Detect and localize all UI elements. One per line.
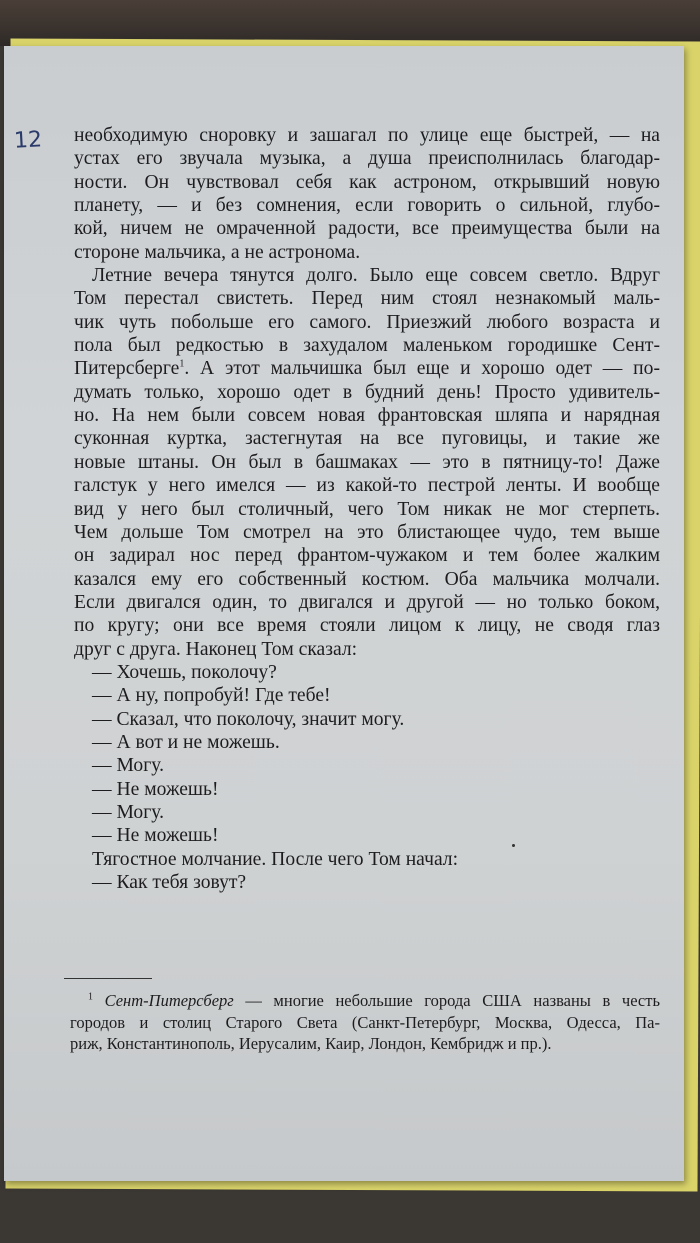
dialogue-line: — Сказал, что поколочу, значит могу. [92,708,405,730]
text-line: планету, — и без сомнения, если говорить о сильной, глубо- [74,195,660,217]
text-line: вид у него был столичный, чего Том никак не мог стерпеть. [74,498,660,520]
footnote-marker: 1 [179,358,185,370]
narration-line: Тягостное молчание. После чего Том начал: [92,848,459,870]
footnote-anchor-word: Питерсберге [74,358,180,380]
text-line: казался ему его собственный костюм. Оба мальчика молчали. [74,568,660,590]
text-line: галстук у него имелся — из какой-то пестрой ленты. И вообще [74,475,660,497]
text-line: но. На нем были совсем новая франтовская шляпа и нарядная [74,405,660,427]
paragraph-1 [74,124,660,264]
footnote-number: 1 [88,991,93,1003]
text-line: ности. Он чувствовал себя как астроном, открывший новую [74,171,660,193]
handwritten-page-number: 12 [13,127,43,154]
paragraph-2 [74,264,660,661]
text-line: кой, ничем не омраченной радости, все преимущества были на [74,218,660,240]
dialogue-line: — Не можешь! [92,825,219,847]
text-line: необходимую сноровку и зашагал по улице еще быстрей, — на [74,125,660,146]
text-span: — многие небольшие города США названы в честь [233,991,660,1010]
text-line: думать только, хорошо одет в будний день! Просто удивитель- [74,381,660,403]
footnote-divider [64,978,152,979]
text-line: суконная куртка, застегнутая на все пуговицы, и такие же [74,428,660,450]
dialogue-line: — Как тебя зовут? [92,872,247,893]
text-line: новые штаны. Он был в башмаках — это в пятницу-то! Даже [74,451,660,473]
text-line: стороне мальчика, а не астронома. [74,241,361,263]
text-line: он задирал нос перед франтом-чужаком и тем более жалким [74,545,660,567]
footnote-line: городов и столиц Старого Света (Санкт-Петербург, Москва, Одесса, Па- [70,1012,660,1032]
page-speck [512,844,515,847]
dialogue-line: — Не можешь! [92,778,219,800]
footnote-line: риж, Константинополь, Иерусалим, Каир, Лондон, Кембридж и пр.). [70,1034,552,1053]
footnote-line [70,990,660,1012]
text-line: друг с друга. Наконец Том сказал: [74,638,358,660]
text-line: Если двигался один, то двигался и другой — но только боком, [74,591,660,613]
footnote-term: Сент-Питерсберг [104,991,234,1010]
dialogue-line: — Могу. [92,755,164,777]
dialogue-line: — Хочешь, поколочу? [92,661,277,683]
text-line-with-footnote [74,357,660,380]
text-line: по кругу; они все время стояли лицом к лицу, не сводя глаз [74,615,660,637]
text-line: Том перестал свистеть. Перед ним стоял незнакомый маль- [74,288,660,310]
text-line: Чем дольше Том смотрел на это блистающее чудо, тем выше [74,521,660,543]
text-span: . А этот мальчишка был еще и хорошо одет — по- [184,358,660,380]
text-line: устах его звучала музыка, а душа преисполнилась благодар- [74,148,660,170]
text-line: Летние вечера тянутся долго. Было еще совсем светло. Вдруг [92,265,660,287]
footnote [70,990,660,1055]
dialogue-line: — А ну, попробуй! Где тебе! [92,685,331,707]
dialogue [74,661,660,894]
text-line: пола был редкостью в захудалом маленьком городишке Сент- [74,335,660,357]
dialogue-line: — Могу. [92,801,164,823]
dialogue-line: — А вот и не можешь. [92,731,280,753]
page-text [74,124,660,894]
text-line: чик чуть побольше его самого. Приезжий любого возраста и [74,311,660,333]
